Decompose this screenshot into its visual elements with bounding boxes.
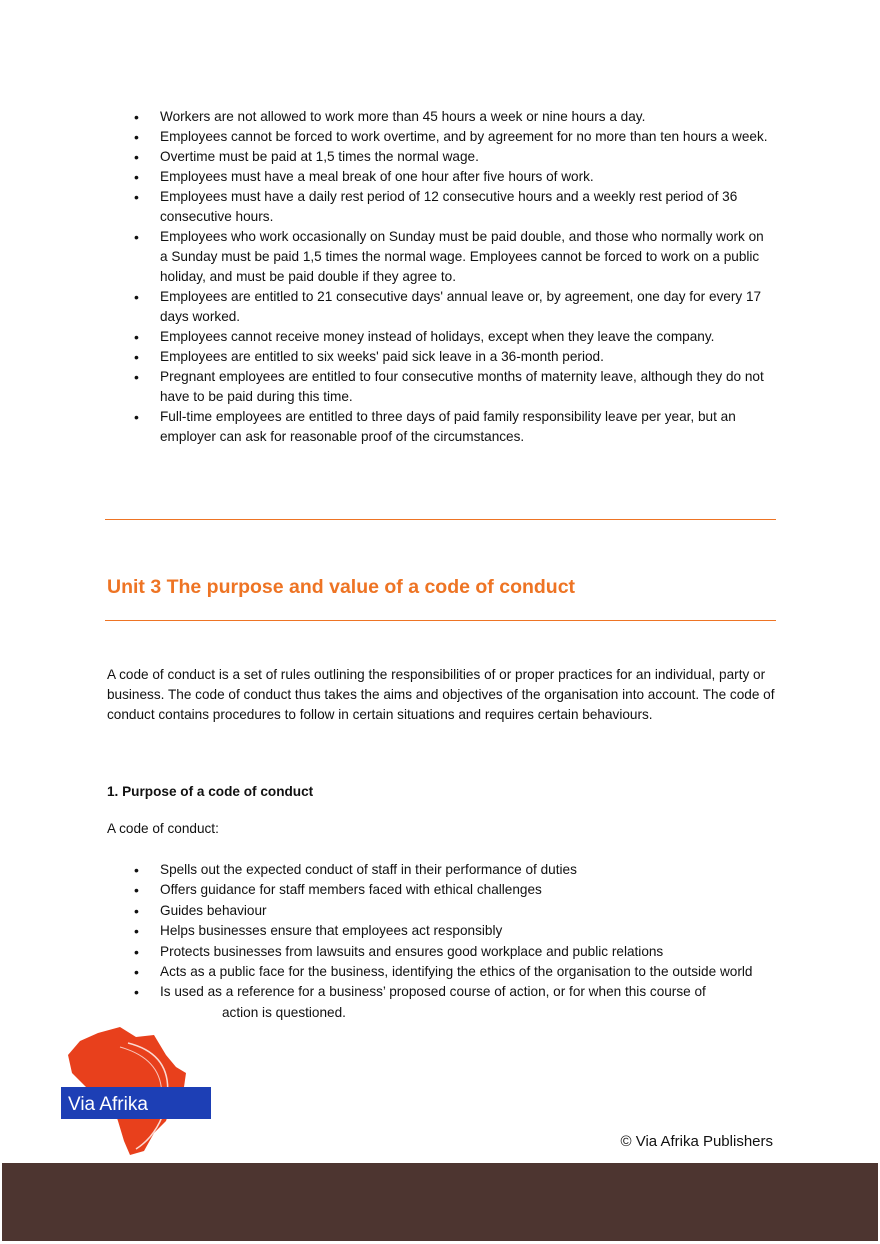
list-item: • Employees are entitled to 21 consecutive days' annual leave or, by agreement, one day for every 17 days worked.	[107, 287, 775, 327]
list-item: • Protects businesses from lawsuits and ensures good workplace and public relations	[107, 942, 775, 962]
list-item: • Acts as a public face for the business, identifying the ethics of the organisation to the outside world	[107, 962, 775, 982]
copyright: © Via Afrika Publishers	[620, 1133, 773, 1150]
purpose-list	[107, 860, 775, 1023]
list-item	[107, 982, 775, 1023]
list-item: • Employees cannot be forced to work overtime, and by agreement for no more than ten hours a week.	[107, 127, 775, 147]
list-item: • Full-time employees are entitled to three days of paid family responsibility leave per year, but an employer can ask for reasonable proof of the circumstances.	[107, 407, 775, 447]
list-item: • Helps businesses ensure that employees act responsibly	[107, 921, 775, 941]
divider-bottom	[105, 620, 776, 621]
africa-map-icon	[58, 1025, 213, 1157]
list-item: • Employees cannot receive money instead of holidays, except when they leave the company.	[107, 327, 775, 347]
list-item: • Overtime must be paid at 1,5 times the normal wage.	[107, 147, 775, 167]
intro-paragraph: A code of conduct is a set of rules outlining the responsibilities of or proper practices for an individual, party or business. The code of conduct thus takes the aims and objectives of the organisation into account. The code of conduct contains procedures to follow in certain situations and requires certain behaviours.	[107, 667, 775, 722]
list-item: • Employees must have a daily rest period of 12 consecutive hours and a weekly rest period of 36 consecutive hours.	[107, 187, 775, 227]
list-item: • Workers are not allowed to work more than 45 hours a week or nine hours a day.	[107, 107, 775, 127]
unit-heading: Unit 3 The purpose and value of a code of conduct	[107, 576, 576, 598]
list-item: • Employees are entitled to six weeks' paid sick leave in a 36-month period.	[107, 347, 775, 367]
lead-text: A code of conduct:	[107, 821, 219, 836]
list-item: • Guides behaviour	[107, 901, 775, 921]
via-afrika-logo	[58, 1025, 213, 1157]
list-item: • Employees must have a meal break of one hour after five hours of work.	[107, 167, 775, 187]
list-item: • Offers guidance for staff members faced with ethical challenges	[107, 880, 775, 900]
work-conditions-list	[107, 107, 775, 447]
list-item: • Spells out the expected conduct of staff in their performance of duties	[107, 860, 775, 880]
divider-top	[105, 519, 776, 520]
list-item-line: action is questioned.	[222, 1004, 346, 1020]
list-item: • Pregnant employees are entitled to four consecutive months of maternity leave, although they do not have to be paid during this time.	[107, 367, 775, 407]
list-item-line: Is used as a reference for a business’ proposed course of action, or for when this course of	[160, 984, 706, 1000]
list-item: • Employees who work occasionally on Sunday must be paid double, and those who normally work on a Sunday must be paid 1,5 times the normal wage. Employees cannot be forced to work on a public holiday, and must be paid double if they agree to.	[107, 227, 775, 287]
logo-text: Via Afrika	[68, 1094, 148, 1115]
section-heading: 1. Purpose of a code of conduct	[107, 784, 314, 799]
footer-bar	[2, 1163, 878, 1241]
